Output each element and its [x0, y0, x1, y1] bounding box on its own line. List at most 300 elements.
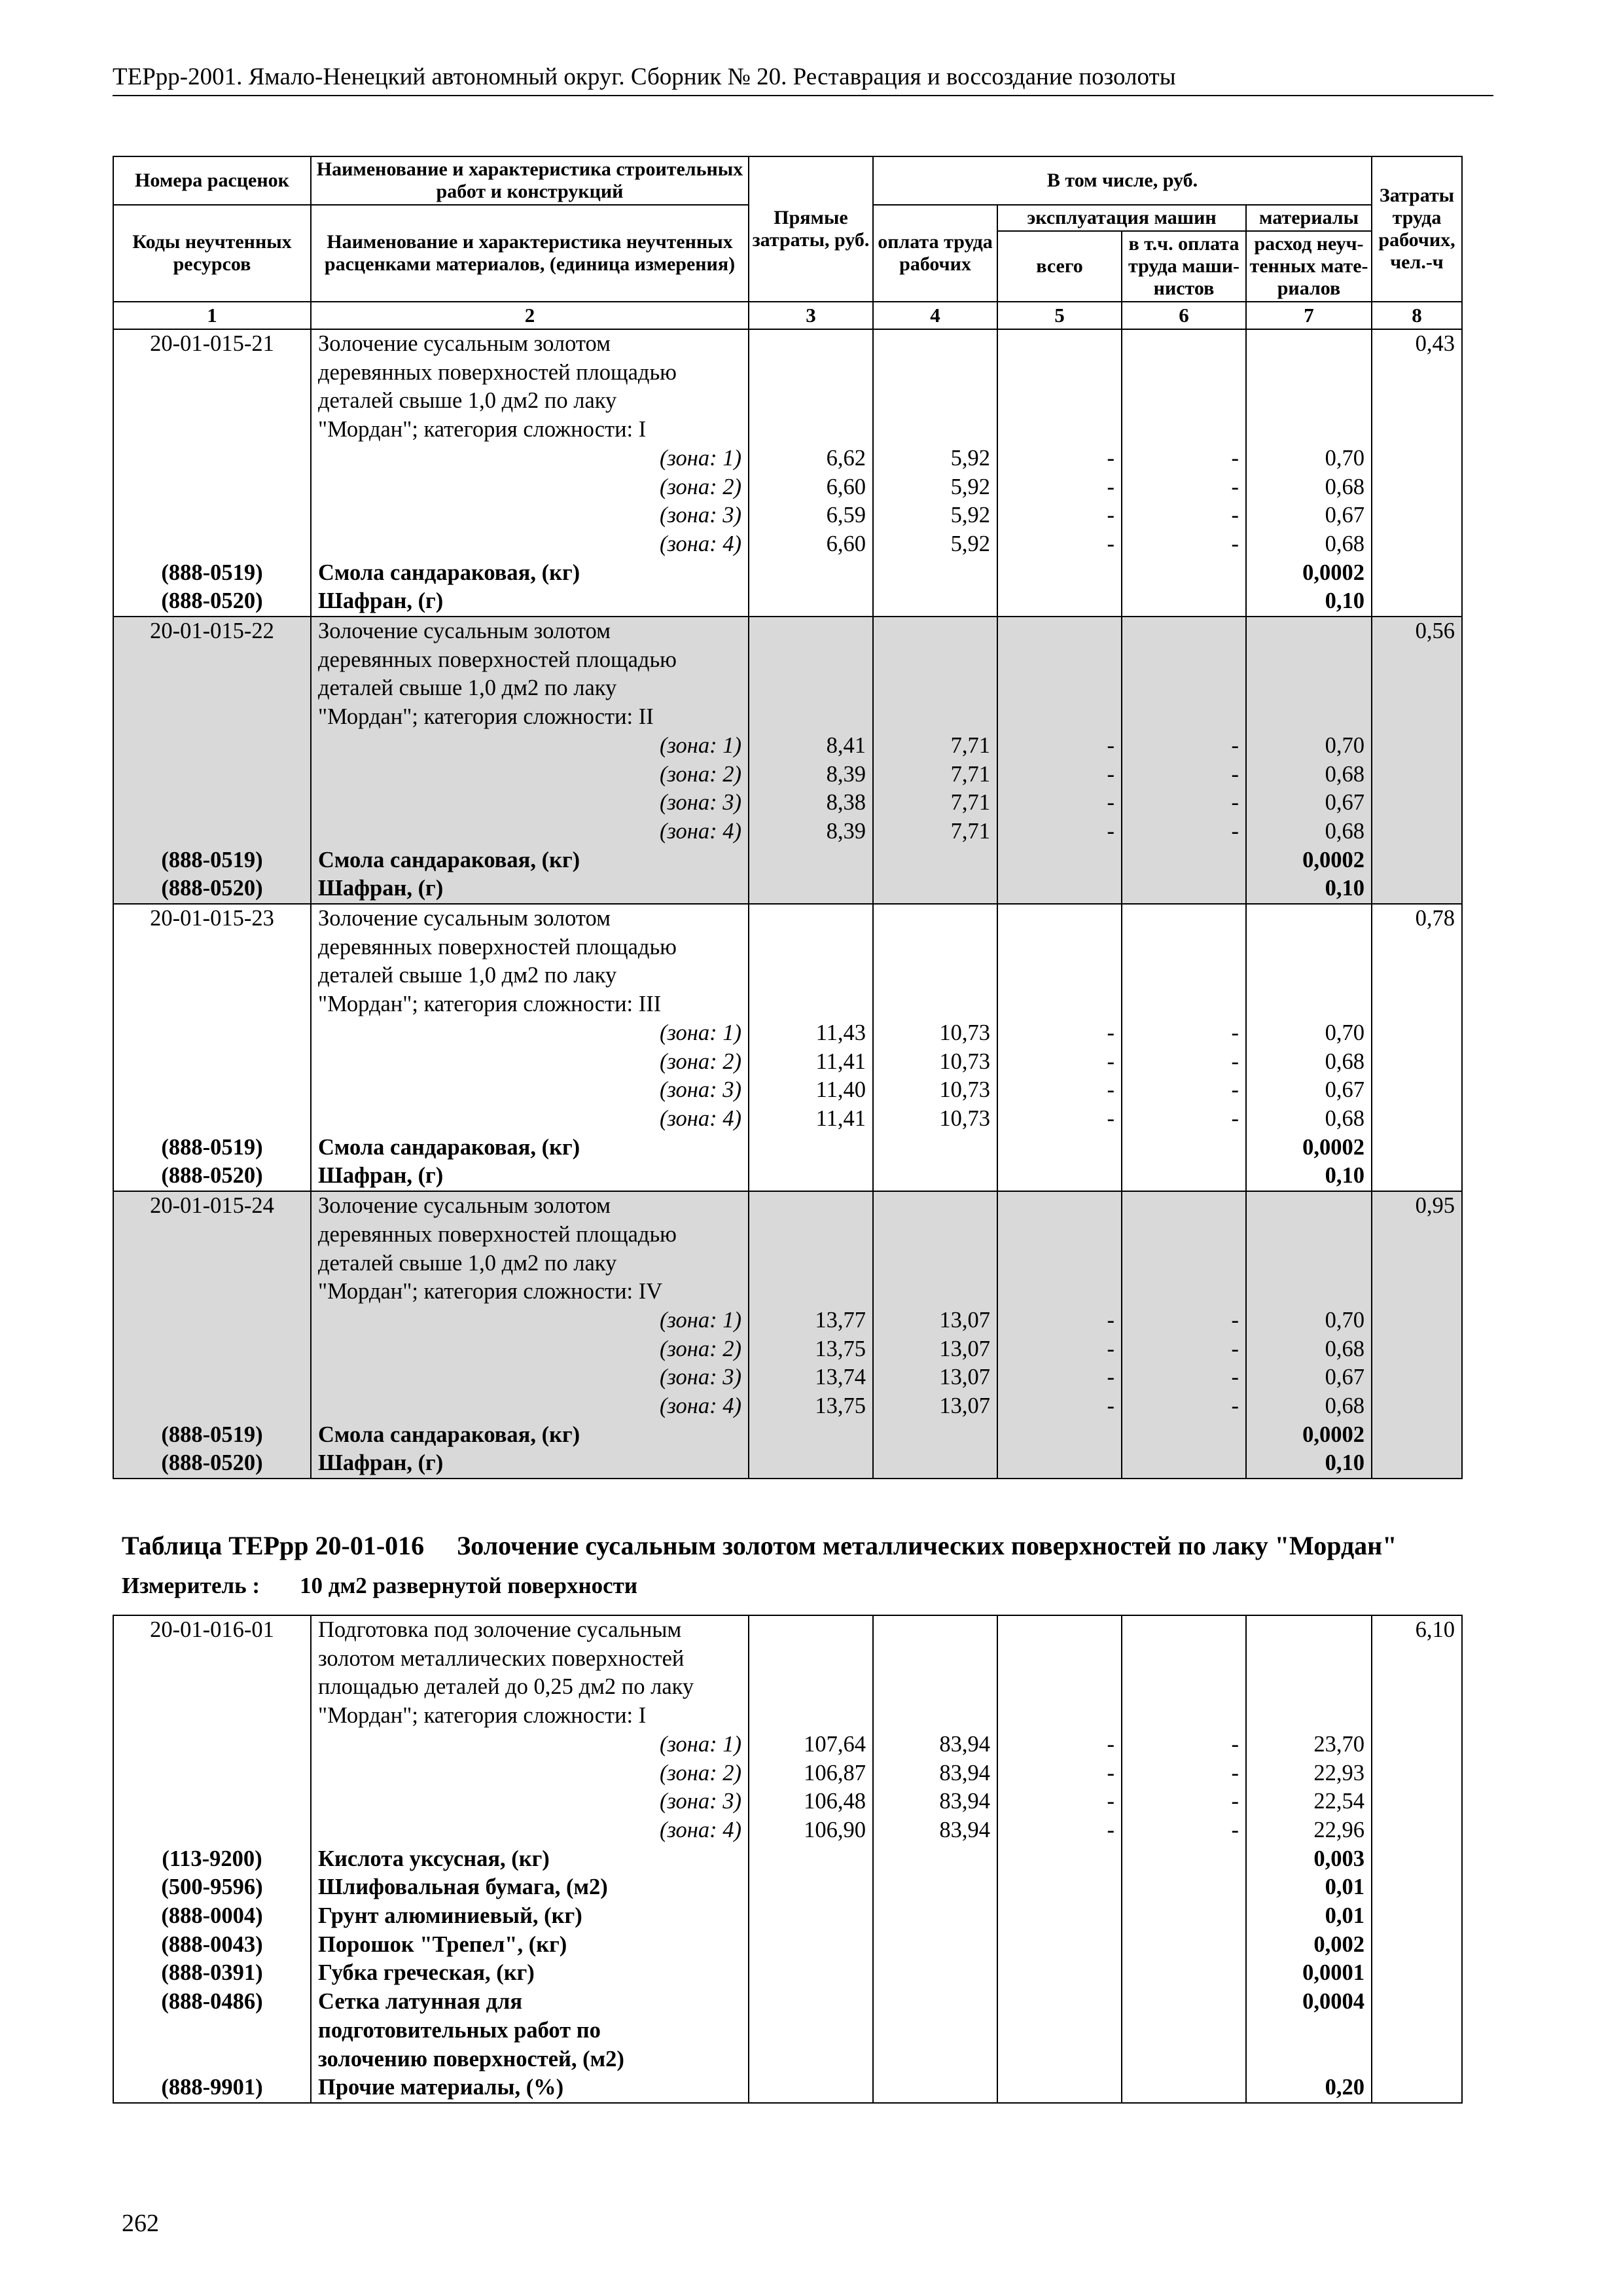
table-cell — [1122, 1931, 1246, 1960]
table-cell — [113, 674, 311, 703]
table-cell — [1122, 1249, 1246, 1278]
table-cell — [1372, 1221, 1462, 1249]
table-cell — [1122, 904, 1246, 933]
table-cell — [749, 703, 873, 732]
machine-total: - — [997, 1019, 1122, 1048]
table-row — [113, 1902, 1462, 1931]
table-cell — [873, 2045, 997, 2074]
table-cell — [1372, 1931, 1462, 1960]
table-cell — [1372, 646, 1462, 675]
table-cell — [1372, 473, 1462, 502]
table-cell — [997, 1615, 1122, 1645]
materials-cost: 22,54 — [1246, 1787, 1372, 1816]
table-cell — [997, 329, 1122, 359]
table-cell — [1122, 1988, 1246, 2017]
materials-cost: 0,70 — [1246, 1306, 1372, 1335]
table-cell — [1372, 1421, 1462, 1450]
table-cell — [749, 1278, 873, 1306]
machine-total: - — [997, 1787, 1122, 1816]
table-cell — [1372, 1988, 1462, 2017]
table-cell — [1122, 329, 1246, 359]
machine-labor-pay: - — [1122, 1816, 1246, 1845]
table-cell — [997, 1249, 1122, 1278]
table-cell — [873, 874, 997, 904]
table-cell — [749, 990, 873, 1019]
table-cell — [1372, 2017, 1462, 2045]
col-including: В том числе, руб. — [873, 156, 1372, 205]
machine-total: - — [997, 1392, 1122, 1421]
table-cell — [873, 1645, 997, 1674]
table-row — [113, 473, 1462, 502]
table-row — [113, 1162, 1462, 1191]
zone-label: (зона: 3) — [311, 501, 749, 530]
resource-qty: 0,0001 — [1246, 1959, 1372, 1988]
table-cell — [873, 1931, 997, 1960]
table-cell — [749, 2017, 873, 2045]
table-cell — [1122, 416, 1246, 444]
machine-total: - — [997, 1306, 1122, 1335]
table-cell — [997, 874, 1122, 904]
materials-cost: 0,68 — [1246, 1392, 1372, 1421]
machine-total: - — [997, 761, 1122, 789]
resource-qty: 0,0004 — [1246, 1988, 1372, 2017]
table-row — [113, 789, 1462, 817]
table-cell — [873, 587, 997, 617]
table-cell — [1372, 1959, 1462, 1988]
resource-qty: 0,01 — [1246, 1873, 1372, 1902]
col-rate-numbers: Номера расценок — [113, 156, 311, 205]
table-cell — [1372, 1335, 1462, 1364]
table-cell — [1372, 359, 1462, 387]
labor-pay: 83,94 — [873, 1759, 997, 1788]
labor-pay: 5,92 — [873, 444, 997, 473]
table-cell — [1246, 1249, 1372, 1278]
direct-cost: 6,62 — [749, 444, 873, 473]
table-cell — [1246, 1645, 1372, 1674]
materials-cost: 23,70 — [1246, 1731, 1372, 1759]
table-cell — [1372, 1278, 1462, 1306]
table-cell — [1372, 789, 1462, 817]
table-row — [113, 1449, 1462, 1479]
direct-cost: 13,75 — [749, 1335, 873, 1364]
table-cell — [1372, 1105, 1462, 1134]
table-cell — [113, 1335, 311, 1364]
work-description: деталей свыше 1,0 дм2 по лаку — [311, 961, 749, 990]
table-cell — [1246, 961, 1372, 990]
resource-qty: 0,10 — [1246, 1449, 1372, 1479]
table-row — [113, 329, 1462, 359]
table-row — [113, 1988, 1462, 2017]
table-cell — [997, 1278, 1122, 1306]
table-cell — [1122, 2017, 1246, 2045]
table-cell — [873, 559, 997, 588]
table-cell — [997, 587, 1122, 617]
zone-label: (зона: 3) — [311, 1363, 749, 1392]
table-cell — [749, 1162, 873, 1191]
table-cell — [1122, 703, 1246, 732]
table-cell — [749, 1134, 873, 1162]
table-cell — [1372, 732, 1462, 761]
table-cell — [873, 359, 997, 387]
table-cell — [873, 1421, 997, 1450]
table-row — [113, 904, 1462, 933]
table-cell — [749, 646, 873, 675]
rate-code: 20-01-016-01 — [113, 1615, 311, 1645]
labor-pay: 13,07 — [873, 1306, 997, 1335]
machine-total: - — [997, 1105, 1122, 1134]
table-row — [113, 933, 1462, 962]
machine-labor-pay: - — [1122, 1306, 1246, 1335]
table-cell — [873, 1191, 997, 1221]
table-cell — [749, 1221, 873, 1249]
labor-cost: 0,56 — [1372, 617, 1462, 646]
table-cell — [113, 444, 311, 473]
direct-cost: 6,60 — [749, 473, 873, 502]
table-title-text: Золочение сусальным золотом металлических поверхностей по лаку "Мордан" — [457, 1531, 1397, 1560]
resource-qty: 0,003 — [1246, 1845, 1372, 1874]
direct-cost: 8,39 — [749, 761, 873, 789]
col-resource-codes: Коды неучтенных ресурсов — [113, 205, 311, 302]
table-cell — [1246, 1673, 1372, 1702]
work-description: "Мордан"; категория сложности: II — [311, 703, 749, 732]
table-cell — [997, 1134, 1122, 1162]
zone-label: (зона: 4) — [311, 817, 749, 846]
table-cell — [873, 1845, 997, 1874]
table-row — [113, 1105, 1462, 1134]
table-cell — [749, 1249, 873, 1278]
table-cell — [1122, 1873, 1246, 1902]
table-cell — [873, 1673, 997, 1702]
table-cell — [1122, 587, 1246, 617]
table-row — [113, 1845, 1462, 1874]
machine-labor-pay: - — [1122, 473, 1246, 502]
table-cell — [749, 1702, 873, 1731]
materials-cost: 0,67 — [1246, 501, 1372, 530]
table-cell — [873, 1162, 997, 1191]
table-cell — [1246, 416, 1372, 444]
resource-name: Кислота уксусная, (кг) — [311, 1845, 749, 1874]
table-cell — [1122, 646, 1246, 675]
header-rule — [113, 95, 1493, 96]
table-row — [113, 732, 1462, 761]
table-cell — [873, 1615, 997, 1645]
table-cell — [749, 1988, 873, 2017]
resource-qty: 0,10 — [1246, 874, 1372, 904]
table-cell — [1122, 990, 1246, 1019]
table-row — [113, 961, 1462, 990]
table-cell — [1372, 501, 1462, 530]
table-cell — [873, 2073, 997, 2103]
table-row — [113, 1363, 1462, 1392]
table-cell — [1246, 1278, 1372, 1306]
machine-total: - — [997, 1731, 1122, 1759]
machine-total: - — [997, 1335, 1122, 1364]
table-cell — [873, 1249, 997, 1278]
table-cell — [1372, 1902, 1462, 1931]
machine-labor-pay: - — [1122, 1759, 1246, 1788]
zone-label: (зона: 4) — [311, 1816, 749, 1845]
table-cell — [113, 1363, 311, 1392]
table-cell — [873, 961, 997, 990]
table-cell — [1246, 904, 1372, 933]
table-cell — [749, 387, 873, 416]
table-cell — [997, 1845, 1122, 1874]
table-cell — [113, 1816, 311, 1845]
table-cell — [749, 1959, 873, 1988]
resource-code: (888-0391) — [113, 1959, 311, 1988]
table-cell — [873, 2017, 997, 2045]
resource-qty: 0,0002 — [1246, 559, 1372, 588]
work-description: "Мордан"; категория сложности: I — [311, 416, 749, 444]
zone-label: (зона: 2) — [311, 473, 749, 502]
col-labor-costs: Затраты труда рабочих, чел.-ч — [1372, 156, 1462, 302]
table-cell — [1372, 387, 1462, 416]
table-cell — [113, 387, 311, 416]
table-row — [113, 1249, 1462, 1278]
table-cell — [1122, 1221, 1246, 1249]
machine-total: - — [997, 817, 1122, 846]
resource-name: Прочие материалы, (%) — [311, 2073, 749, 2103]
resource-code — [113, 2017, 311, 2045]
table-cell — [113, 1048, 311, 1077]
table-row — [113, 387, 1462, 416]
machine-total: - — [997, 789, 1122, 817]
machine-labor-pay: - — [1122, 1019, 1246, 1048]
table-cell — [1372, 1673, 1462, 1702]
table-cell — [749, 904, 873, 933]
table-cell — [1372, 703, 1462, 732]
table-cell — [873, 617, 997, 646]
table-cell — [749, 1615, 873, 1645]
table-cell — [113, 1645, 311, 1674]
direct-cost: 8,39 — [749, 817, 873, 846]
table-cell — [997, 1873, 1122, 1902]
table-row — [113, 2073, 1462, 2103]
col-labor-pay: оплата труда рабочих — [873, 205, 997, 302]
resource-name: Грунт алюминиевый, (кг) — [311, 1902, 749, 1931]
machine-labor-pay: - — [1122, 1731, 1246, 1759]
col-work-name: Наименование и характеристика строительных работ и конструкций — [311, 156, 749, 205]
table-cell — [1372, 1134, 1462, 1162]
table-cell — [873, 1902, 997, 1931]
table-cell — [997, 904, 1122, 933]
table-cell — [749, 359, 873, 387]
zone-label: (зона: 1) — [311, 1731, 749, 1759]
table-cell — [113, 1278, 311, 1306]
table-cell — [997, 1702, 1122, 1731]
work-description: деревянных поверхностей площадью — [311, 1221, 749, 1249]
table-cell — [1372, 1702, 1462, 1731]
resource-qty — [1246, 2045, 1372, 2074]
zone-label: (зона: 3) — [311, 789, 749, 817]
direct-cost: 13,74 — [749, 1363, 873, 1392]
zone-label: (зона: 2) — [311, 1335, 749, 1364]
machine-total: - — [997, 473, 1122, 502]
table-cell — [113, 1076, 311, 1105]
direct-cost: 11,41 — [749, 1105, 873, 1134]
labor-pay: 7,71 — [873, 732, 997, 761]
table-cell — [873, 933, 997, 962]
table-cell — [113, 1702, 311, 1731]
machine-labor-pay: - — [1122, 1105, 1246, 1134]
table-cell — [997, 933, 1122, 962]
zone-label: (зона: 1) — [311, 1019, 749, 1048]
labor-pay: 5,92 — [873, 473, 997, 502]
direct-cost: 106,90 — [749, 1816, 873, 1845]
page-header: ТЕРрр-2001. Ямало-Ненецкий автономный округ. Сборник № 20. Реставрация и воссоздание позолоты — [113, 63, 1176, 90]
machine-labor-pay: - — [1122, 1335, 1246, 1364]
table-row — [113, 587, 1462, 617]
table-cell — [873, 703, 997, 732]
table-cell — [749, 2073, 873, 2103]
table-row — [113, 646, 1462, 675]
column-number: 7 — [1246, 302, 1372, 329]
table-cell — [997, 1449, 1122, 1479]
table-row — [113, 2045, 1462, 2074]
table-cell — [749, 1191, 873, 1221]
table-cell — [1246, 703, 1372, 732]
table-row — [113, 416, 1462, 444]
table-row — [113, 1306, 1462, 1335]
table-cell — [113, 501, 311, 530]
table-cell — [113, 1105, 311, 1134]
labor-pay: 83,94 — [873, 1731, 997, 1759]
table-cell — [1122, 961, 1246, 990]
table-cell — [1372, 1873, 1462, 1902]
table-cell — [997, 1221, 1122, 1249]
table-cell — [1122, 559, 1246, 588]
work-description: "Мордан"; категория сложности: IV — [311, 1278, 749, 1306]
table-cell — [113, 416, 311, 444]
resource-name: Шафран, (г) — [311, 587, 749, 617]
machine-total: - — [997, 530, 1122, 559]
resource-code: (888-0519) — [113, 559, 311, 588]
col-machine-total: всего — [997, 231, 1122, 302]
labor-pay: 10,73 — [873, 1048, 997, 1077]
table-cell — [997, 990, 1122, 1019]
table-row — [113, 1787, 1462, 1816]
work-description: деревянных поверхностей площадью — [311, 359, 749, 387]
table-row — [113, 617, 1462, 646]
table-cell — [873, 1959, 997, 1988]
table-cell — [997, 416, 1122, 444]
resource-name: Шафран, (г) — [311, 1162, 749, 1191]
materials-cost: 0,70 — [1246, 444, 1372, 473]
table-cell — [997, 646, 1122, 675]
table-row — [113, 359, 1462, 387]
table-cell — [749, 329, 873, 359]
table-row — [113, 846, 1462, 875]
table-cell — [113, 359, 311, 387]
work-description: Золочение сусальным золотом — [311, 617, 749, 646]
resource-code: (888-0519) — [113, 1421, 311, 1450]
table-row — [113, 1421, 1462, 1450]
labor-pay: 13,07 — [873, 1392, 997, 1421]
table-cell — [997, 1959, 1122, 1988]
resource-code: (888-0519) — [113, 1134, 311, 1162]
table-cell — [997, 1191, 1122, 1221]
col-machine-operation: эксплуатация машин — [997, 205, 1246, 231]
table-cell — [1372, 1019, 1462, 1048]
table-row — [113, 1335, 1462, 1364]
resource-name: Сетка латунная для — [311, 1988, 749, 2017]
table-cell — [1372, 1645, 1462, 1674]
table-cell — [749, 587, 873, 617]
resource-qty: 0,0002 — [1246, 1421, 1372, 1450]
table-cell — [997, 846, 1122, 875]
table-cell — [1246, 359, 1372, 387]
table-cell — [1372, 1816, 1462, 1845]
table-cell — [1372, 1845, 1462, 1874]
table-cell — [749, 1902, 873, 1931]
table-cell — [113, 1731, 311, 1759]
table-cell — [997, 1162, 1122, 1191]
table-title-code: Таблица ТЕРрр 20-01-016 — [122, 1531, 425, 1560]
table-cell — [1372, 1787, 1462, 1816]
table-cell — [1246, 933, 1372, 962]
materials-cost: 22,93 — [1246, 1759, 1372, 1788]
table-cell — [749, 1873, 873, 1902]
resource-code: (888-0519) — [113, 846, 311, 875]
work-description: деталей свыше 1,0 дм2 по лаку — [311, 387, 749, 416]
table-cell — [1246, 1702, 1372, 1731]
table-cell — [1372, 1048, 1462, 1077]
table-cell — [1122, 1845, 1246, 1874]
resource-qty: 0,0002 — [1246, 846, 1372, 875]
table-cell — [873, 416, 997, 444]
table-cell — [1372, 559, 1462, 588]
table-cell — [1372, 933, 1462, 962]
resource-name: подготовительных работ по — [311, 2017, 749, 2045]
table-cell — [997, 961, 1122, 990]
resource-name: Смола сандараковая, (кг) — [311, 1134, 749, 1162]
machine-labor-pay: - — [1122, 761, 1246, 789]
table-cell — [1122, 1162, 1246, 1191]
table-row — [113, 1278, 1462, 1306]
table-cell — [1122, 1645, 1246, 1674]
table-cell — [113, 1759, 311, 1788]
zone-label: (зона: 3) — [311, 1076, 749, 1105]
table-cell — [1122, 359, 1246, 387]
work-description: деталей свыше 1,0 дм2 по лаку — [311, 674, 749, 703]
table-cell — [1372, 1249, 1462, 1278]
machine-labor-pay: - — [1122, 1076, 1246, 1105]
table-cell — [997, 1988, 1122, 2017]
resource-qty: 0,01 — [1246, 1902, 1372, 1931]
machine-total: - — [997, 1363, 1122, 1392]
table-cell — [1122, 1134, 1246, 1162]
direct-cost: 8,38 — [749, 789, 873, 817]
machine-labor-pay: - — [1122, 1392, 1246, 1421]
machine-labor-pay: - — [1122, 817, 1246, 846]
zone-label: (зона: 4) — [311, 1105, 749, 1134]
table-cell — [1122, 874, 1246, 904]
labor-pay: 10,73 — [873, 1105, 997, 1134]
rates-table-016 — [113, 1615, 1463, 2104]
table-cell — [1372, 1306, 1462, 1335]
table-cell — [873, 1278, 997, 1306]
resource-qty: 0,002 — [1246, 1931, 1372, 1960]
table-cell — [873, 1873, 997, 1902]
materials-cost: 0,67 — [1246, 1363, 1372, 1392]
table-row — [113, 990, 1462, 1019]
col-materials-unaccounted: расход неуч-тенных мате-риалов — [1246, 231, 1372, 302]
table-cell — [873, 1449, 997, 1479]
table-row — [113, 674, 1462, 703]
table-row — [113, 530, 1462, 559]
machine-total: - — [997, 1759, 1122, 1788]
resource-code: (888-0004) — [113, 1902, 311, 1931]
